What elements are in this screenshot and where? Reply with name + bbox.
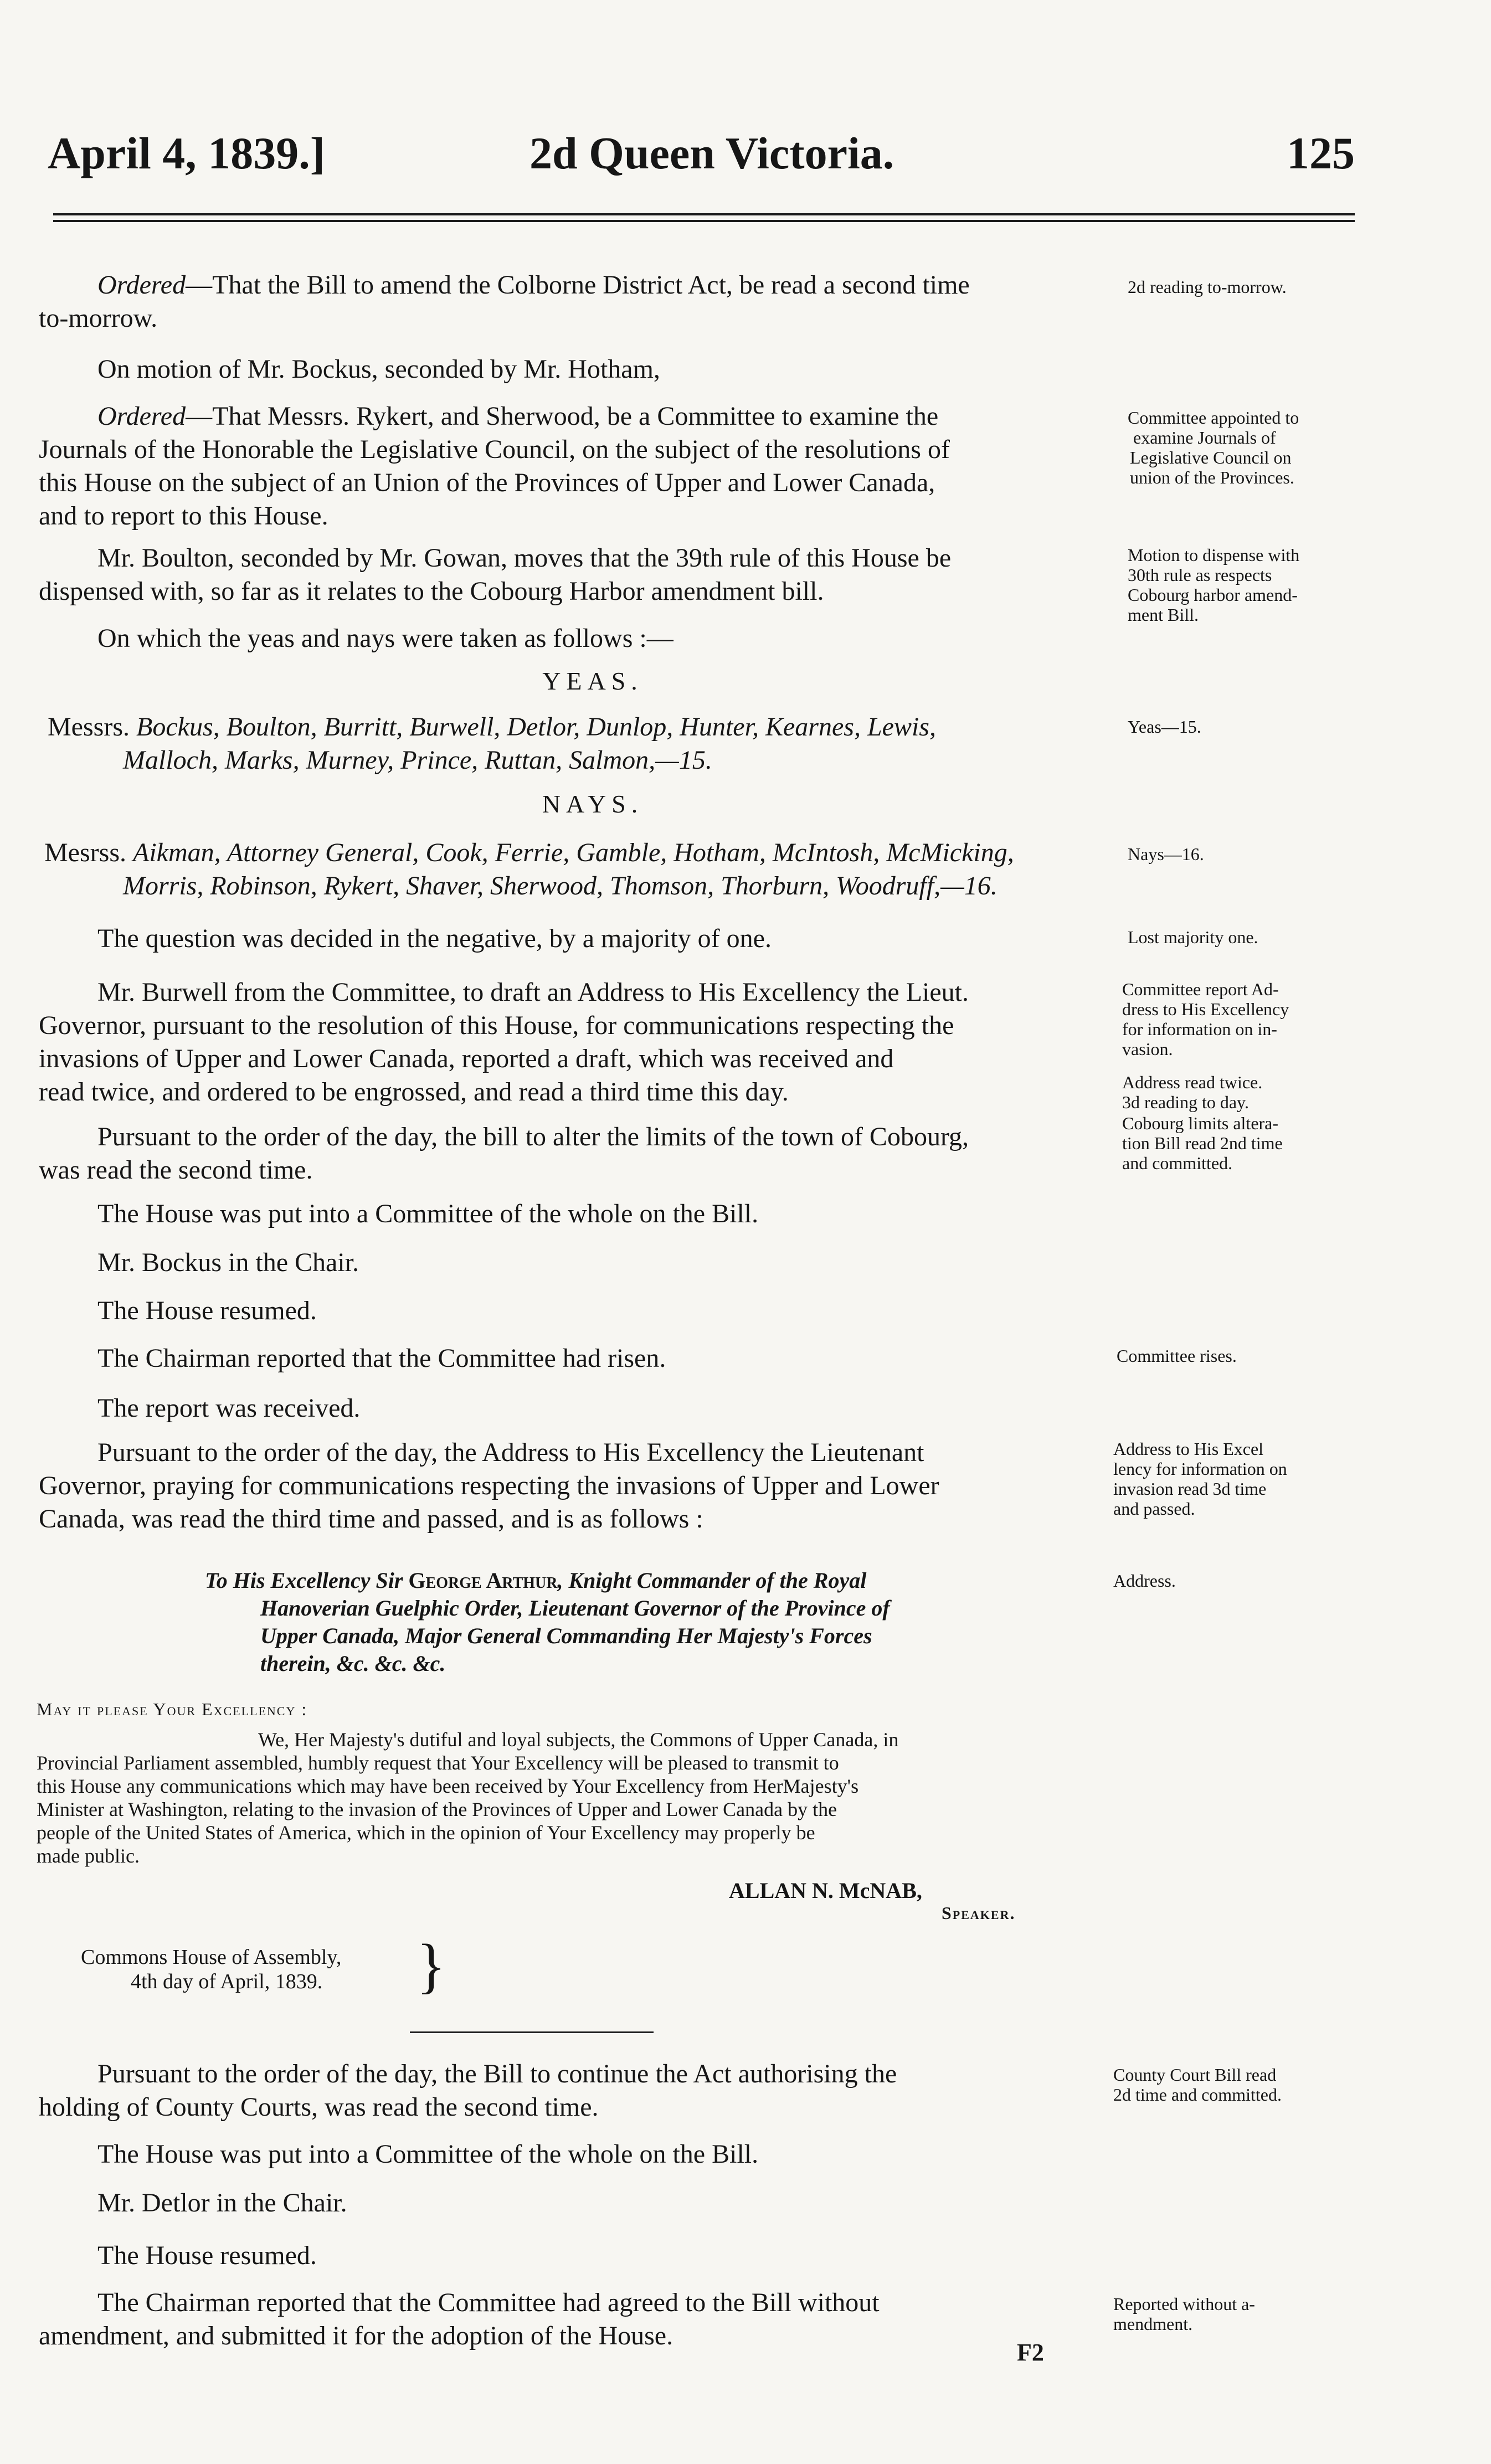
line: amendment, and submitted it for the adoption of the House.	[39, 2321, 673, 2350]
address-body: We, Her Majesty's dutiful and loyal subjects, the Commons of Upper Canada, in	[258, 1729, 899, 1751]
line: dress to His Excellency	[1122, 999, 1289, 1019]
paragraph-detlor-chair: Mr. Detlor in the Chair.	[97, 2188, 347, 2218]
line: tion Bill read 2nd time	[1122, 1133, 1283, 1153]
line: invasion read 3d time	[1113, 1479, 1267, 1499]
nays-names-line2: Morris, Robinson, Rykert, Shaver, Sherwood, Thomson, Thorburn, Woodruff,—16.	[123, 871, 998, 901]
signature-title: Speaker.	[942, 1903, 1016, 1923]
line: this House any communications which may have been received by Your Excellency from HerMajesty's	[37, 1775, 859, 1797]
paragraph-chairman-agreed: The Chairman reported that the Committee had agreed to the Bill without	[97, 2288, 880, 2317]
margin-note-committee-rises: Committee rises.	[1117, 1346, 1237, 1366]
section-divider	[410, 2031, 654, 2033]
paragraph-question-decided: The question was decided in the negative, by a majority of one.	[97, 924, 772, 953]
line: 2d time and committed.	[1113, 2085, 1282, 2105]
address-recipient	[205, 1567, 866, 1594]
page-header	[48, 127, 1355, 188]
paragraph-committee-whole-2: The House was put into a Committee of the whole on the Bill.	[97, 2139, 759, 2169]
margin-note-address: Address.	[1113, 1571, 1176, 1591]
line: therein, &c. &c. &c.	[260, 1651, 446, 1676]
paragraph-house-resumed-2: The House resumed.	[97, 2241, 317, 2270]
line: Upper Canada, Major General Commanding Her Majesty's Forces	[260, 1623, 872, 1648]
line: Cobourg harbor amend-	[1128, 585, 1298, 605]
line: Legislative Council on	[1130, 447, 1292, 467]
line: union of the Provinces.	[1130, 467, 1294, 487]
nays-list	[44, 836, 1014, 870]
margin-note-motion-dispense: Motion to dispense with	[1128, 545, 1300, 565]
line: people of the United States of America, which in the opinion of Your Excellency may properly be	[37, 1822, 815, 1844]
margin-note-address-read: Address read twice.	[1122, 1072, 1263, 1092]
margin-note-cobourg-limits: Cobourg limits altera-	[1122, 1113, 1279, 1133]
ordered-label: Ordered	[97, 270, 186, 300]
paragraph-motion-bockus: On motion of Mr. Bockus, seconded by Mr. Hotham,	[97, 354, 660, 384]
signature-name: ALLAN N. McNAB,	[729, 1878, 922, 1903]
paragraph-ordered-colborne	[97, 269, 970, 302]
paragraph-cobourg-bill: Pursuant to the order of the day, the bill to alter the limits of the town of Cobourg,	[97, 1122, 969, 1151]
paragraph-county-courts: Pursuant to the order of the day, the Bill to continue the Act authorising the	[97, 2059, 897, 2089]
yeas-list	[48, 711, 936, 744]
line: holding of County Courts, was read the second time.	[39, 2092, 599, 2122]
yeas-names-line2: Malloch, Marks, Murney, Prince, Ruttan, Salmon,—15.	[123, 745, 712, 775]
line: mendment.	[1113, 2314, 1193, 2334]
line: 30th rule as respects	[1128, 565, 1272, 585]
paragraph-house-resumed: The House resumed.	[97, 1296, 317, 1325]
line: invasions of Upper and Lower Canada, reported a draft, which was received and	[39, 1044, 894, 1073]
line: Canada, was read the third time and passed, and is as follows :	[39, 1504, 703, 1534]
margin-note-2d-reading: 2d reading to-morrow.	[1128, 277, 1287, 297]
messrs-label: Messrs.	[48, 712, 130, 742]
signature-mark: F2	[1017, 2339, 1044, 2366]
line: vasion.	[1122, 1039, 1173, 1059]
line: lency for information on	[1113, 1459, 1287, 1479]
line: and passed.	[1113, 1499, 1195, 1519]
line	[123, 744, 712, 777]
line: Aikman, Attorney General, Cook, Ferrie, Gamble, Hotham, McIntosh, McMicking,	[133, 838, 1014, 867]
line: to-morrow.	[39, 304, 158, 333]
margin-note-committee-appointed: Committee appointed to	[1128, 408, 1299, 428]
paragraph-motion-boulton: Mr. Boulton, seconded by Mr. Gowan, moves that the 39th rule of this House be	[97, 543, 952, 573]
line: Bockus, Boulton, Burritt, Burwell, Detlor, Dunlop, Hunter, Kearnes, Lewis,	[136, 712, 936, 742]
recipient-name: George Arthur	[408, 1568, 558, 1593]
line: dispensed with, so far as it relates to the Cobourg Harbor amendment bill.	[39, 577, 824, 606]
line: Governor, pursuant to the resolution of this House, for communications respecting the	[39, 1011, 954, 1040]
paragraph-committee-whole: The House was put into a Committee of the whole on the Bill.	[97, 1199, 759, 1228]
line: was read the second time.	[39, 1155, 313, 1185]
paragraph-ordered-committee	[97, 400, 938, 433]
line	[123, 870, 998, 903]
line: and committed.	[1122, 1153, 1233, 1173]
line: 4th day of April, 1839.	[131, 1970, 323, 1993]
line: To His Excellency Sir	[205, 1568, 409, 1593]
header-date: April 4, 1839.]	[48, 128, 326, 178]
header-rule-bottom	[53, 220, 1355, 222]
line: Minister at Washington, relating to the invasion of the Provinces of Upper and Lower Canada by the	[37, 1798, 837, 1820]
margin-note-reported: Reported without a-	[1113, 2294, 1255, 2314]
messrs-label: Mesrss.	[44, 838, 127, 867]
line: for information on in-	[1122, 1019, 1277, 1039]
line: this House on the subject of an Union of the Provinces of Upper and Lower Canada,	[39, 468, 935, 497]
line: Provincial Parliament assembled, humbly request that Your Excellency will be pleased to transmit to	[37, 1752, 839, 1774]
margin-note-committee-report: Committee report Ad-	[1122, 979, 1279, 999]
line: Hanoverian Guelphic Order, Lieutenant Governor of the Province of	[260, 1596, 890, 1621]
header-rule-top	[53, 213, 1355, 215]
line: and to report to this House.	[39, 501, 328, 531]
line: made public.	[37, 1845, 140, 1867]
line: examine Journals of	[1133, 428, 1276, 447]
margin-note-address-passed: Address to His Excel	[1113, 1439, 1264, 1459]
page-number: 125	[1287, 128, 1355, 178]
line: Governor, praying for communications respecting the invasions of Upper and Lower	[39, 1471, 939, 1500]
line: Journals of the Honorable the Legislative Council, on the subject of the resolutions of	[39, 435, 950, 464]
salutation: May it please Your Excellency :	[37, 1699, 308, 1719]
dateline: Commons House of Assembly,	[81, 1946, 342, 1969]
paragraph-bockus-chair: Mr. Bockus in the Chair.	[97, 1248, 359, 1277]
margin-note-nays: Nays—16.	[1128, 844, 1204, 864]
brace-mark: }	[417, 1932, 446, 1999]
margin-note-yeas: Yeas—15.	[1128, 717, 1201, 737]
line: ment Bill.	[1128, 605, 1199, 625]
yeas-heading: YEAS.	[542, 667, 643, 695]
line: , Knight Commander of the Royal	[557, 1568, 867, 1593]
paragraph-chairman-risen: The Chairman reported that the Committee had risen.	[97, 1344, 666, 1373]
ordered-label: Ordered	[97, 402, 186, 431]
margin-note-lost-majority: Lost majority one.	[1128, 927, 1258, 947]
paragraph-yeas-nays-intro: On which the yeas and nays were taken as follows :—	[97, 624, 673, 653]
header-title: 2d Queen Victoria.	[529, 128, 894, 178]
line: read twice, and ordered to be engrossed, and read a third time this day.	[39, 1077, 789, 1107]
line: —That Messrs. Rykert, and Sherwood, be a Committee to examine the	[186, 402, 939, 431]
paragraph-report-received: The report was received.	[97, 1393, 361, 1423]
paragraph-address-passed: Pursuant to the order of the day, the Address to His Excellency the Lieutenant	[97, 1438, 924, 1467]
margin-note-county-court: County Court Bill read	[1113, 2065, 1277, 2085]
paragraph-burwell-report: Mr. Burwell from the Committee, to draft an Address to His Excellency the Lieut.	[97, 978, 969, 1007]
nays-heading: NAYS.	[542, 790, 644, 818]
line: —That the Bill to amend the Colborne District Act, be read a second time	[186, 270, 970, 300]
line: 3d reading to day.	[1122, 1092, 1249, 1112]
